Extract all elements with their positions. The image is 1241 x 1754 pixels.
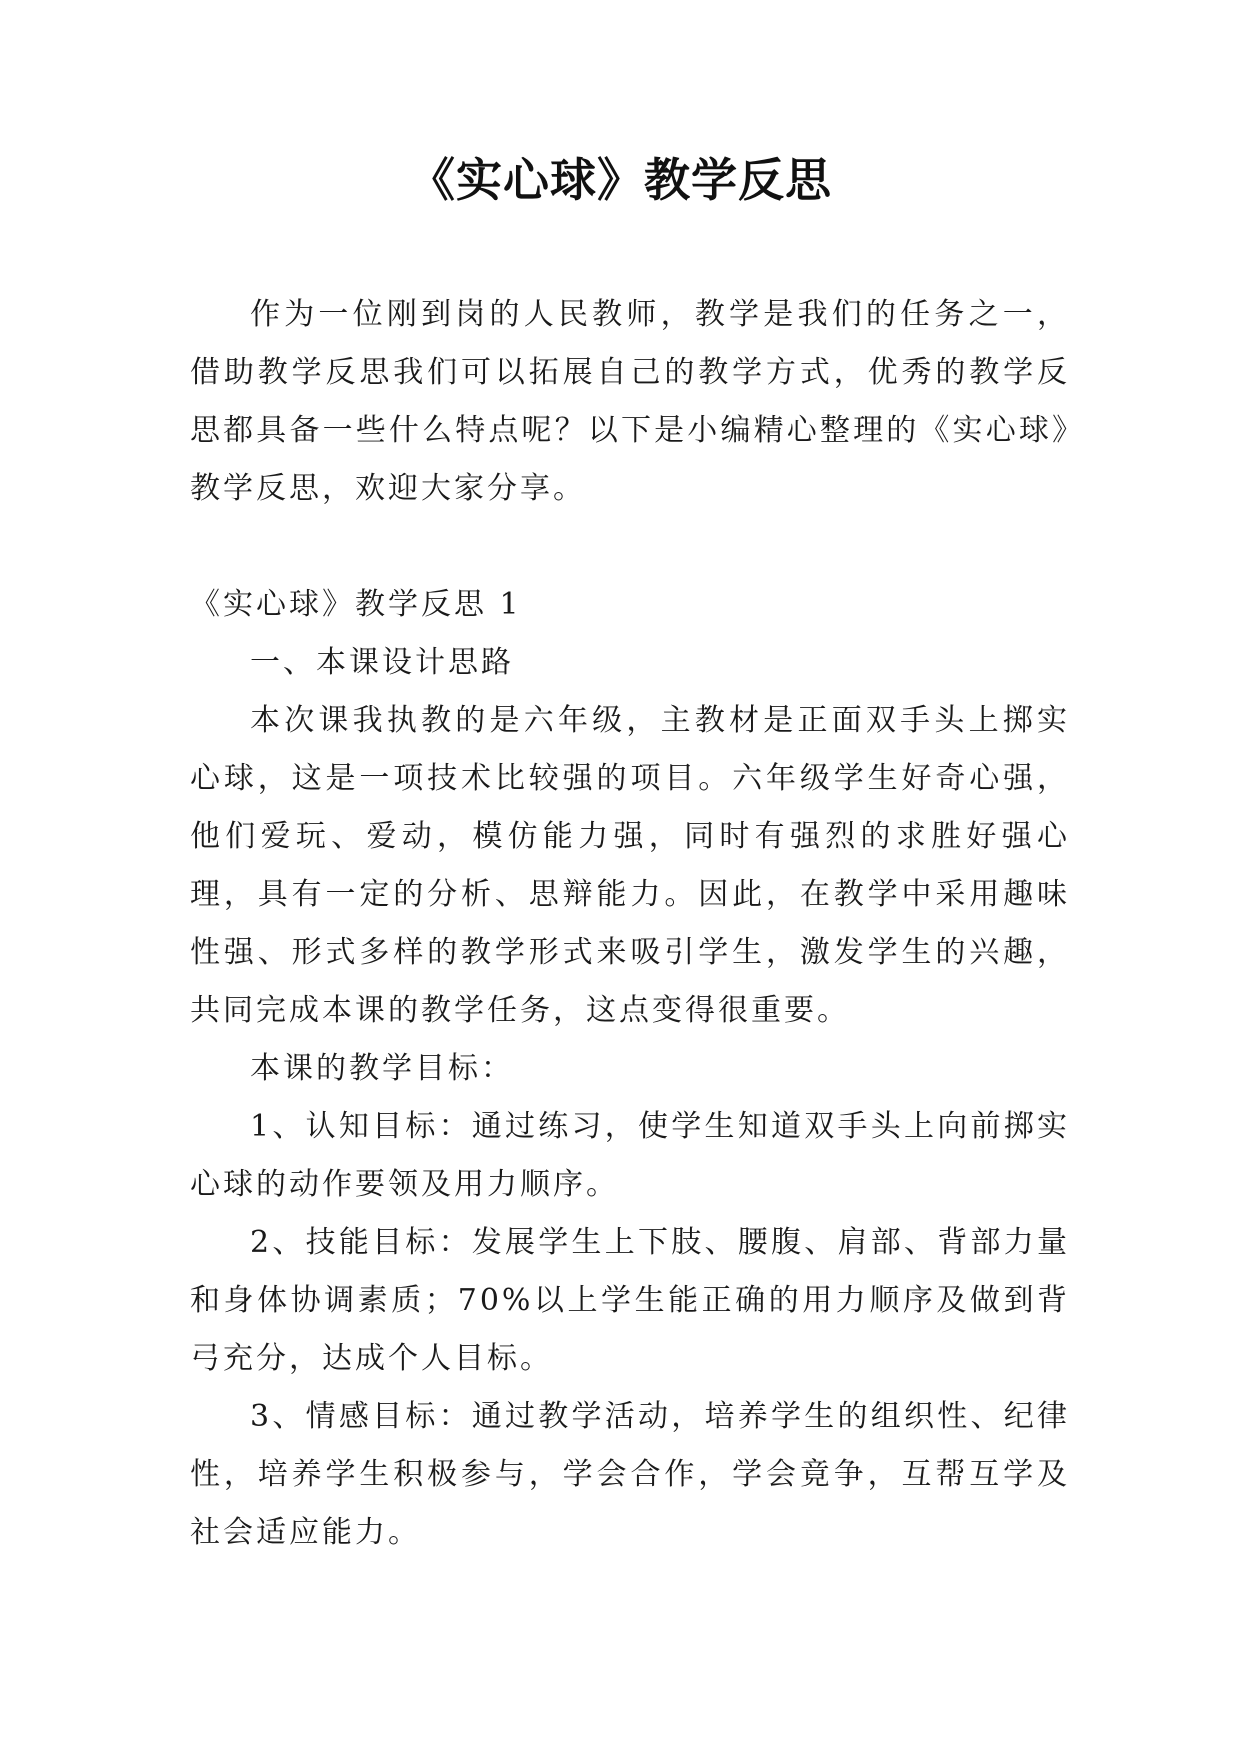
body-paragraph: 3、情感目标：通过教学活动，培养学生的组织性、纪律性，培养学生积极参与，学会合作，学会竟争，互帮互学及社会适应能力。 <box>190 1399 1070 1550</box>
section-heading: 《实心球》教学反思 1 <box>190 587 522 622</box>
body-paragraph: 本次课我执教的是六年级，主教材是正面双手头上掷实心球，这是一项技术比较强的项目。六年级学生好奇心强，他们爱玩、爱动，模仿能力强，同时有强烈的求胜好强心理，具有一定的分析、思辩能力。因此，在教学中采用趣味性强、形式多样的教学形式来吸引学生，激发学生的兴趣，共同完成本课的教学任务，这点变得很重要。 <box>190 703 1070 1028</box>
paragraph-gap <box>190 518 1070 576</box>
body-paragraph: 本课的教学目标： <box>250 1051 514 1086</box>
subheading: 一、本课设计思路 <box>250 645 514 680</box>
document-title: 《实心球》教学反思 <box>409 153 832 207</box>
body-paragraph: 1、认知目标：通过练习，使学生知道双手头上向前掷实心球的动作要领及用力顺序。 <box>190 1109 1070 1202</box>
document-body <box>190 286 1070 1562</box>
intro-paragraph: 作为一位刚到岗的人民教师，教学是我们的任务之一，借助教学反思我们可以拓展自己的教学方式，优秀的教学反思都具备一些什么特点呢？以下是小编精心整理的《实心球》教学反思，欢迎大家分享。 <box>190 297 1070 506</box>
body-paragraph: 2、技能目标：发展学生上下肢、腰腹、肩部、背部力量和身体协调素质；70%以上学生能正确的用力顺序及做到背弓充分，达成个人目标。 <box>190 1225 1070 1376</box>
